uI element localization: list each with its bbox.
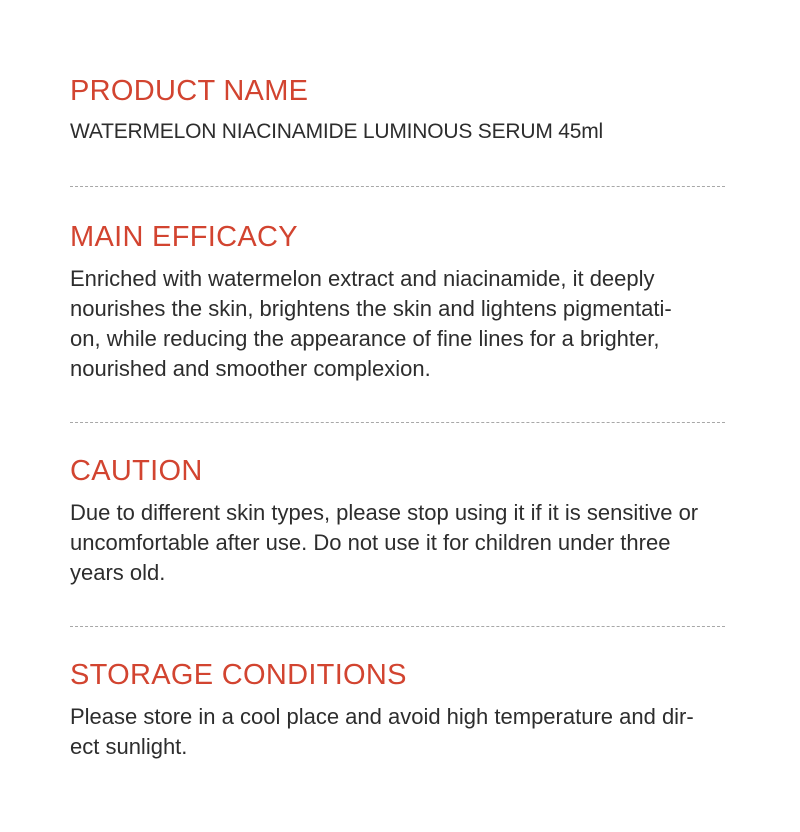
storage-conditions-section <box>70 657 740 762</box>
caution-line: Due to different skin types, please stop using it if it is sensitive or <box>70 500 699 525</box>
main-efficacy-line: nourished and smoother complexion. <box>70 356 431 381</box>
storage-conditions-text <box>70 702 740 762</box>
section-divider <box>70 422 725 423</box>
caution-line: years old. <box>70 560 166 585</box>
caution-section <box>70 453 740 588</box>
product-name-heading: PRODUCT NAME <box>70 75 309 107</box>
main-efficacy-section <box>70 219 740 384</box>
main-efficacy-line: nourishes the skin, brightens the skin and lightens pigmentati- <box>70 296 672 321</box>
storage-conditions-line: Please store in a cool place and avoid high temperature and dir- <box>70 704 694 729</box>
caution-line: uncomfortable after use. Do not use it for children under three <box>70 530 671 555</box>
caution-text <box>70 498 740 588</box>
main-efficacy-line: Enriched with watermelon extract and niacinamide, it deeply <box>70 266 655 291</box>
caution-heading: CAUTION <box>70 455 203 487</box>
section-divider <box>70 186 725 187</box>
product-name-value: WATERMELON NIACINAMIDE LUMINOUS SERUM 45ml <box>70 120 603 143</box>
main-efficacy-heading: MAIN EFFICACY <box>70 221 298 253</box>
section-divider <box>70 626 725 627</box>
product-name-section <box>70 73 740 146</box>
main-efficacy-text <box>70 264 740 384</box>
storage-conditions-heading: STORAGE CONDITIONS <box>70 659 407 691</box>
storage-conditions-line: ect sunlight. <box>70 734 188 759</box>
main-efficacy-line: on, while reducing the appearance of fine lines for a brighter, <box>70 326 660 351</box>
